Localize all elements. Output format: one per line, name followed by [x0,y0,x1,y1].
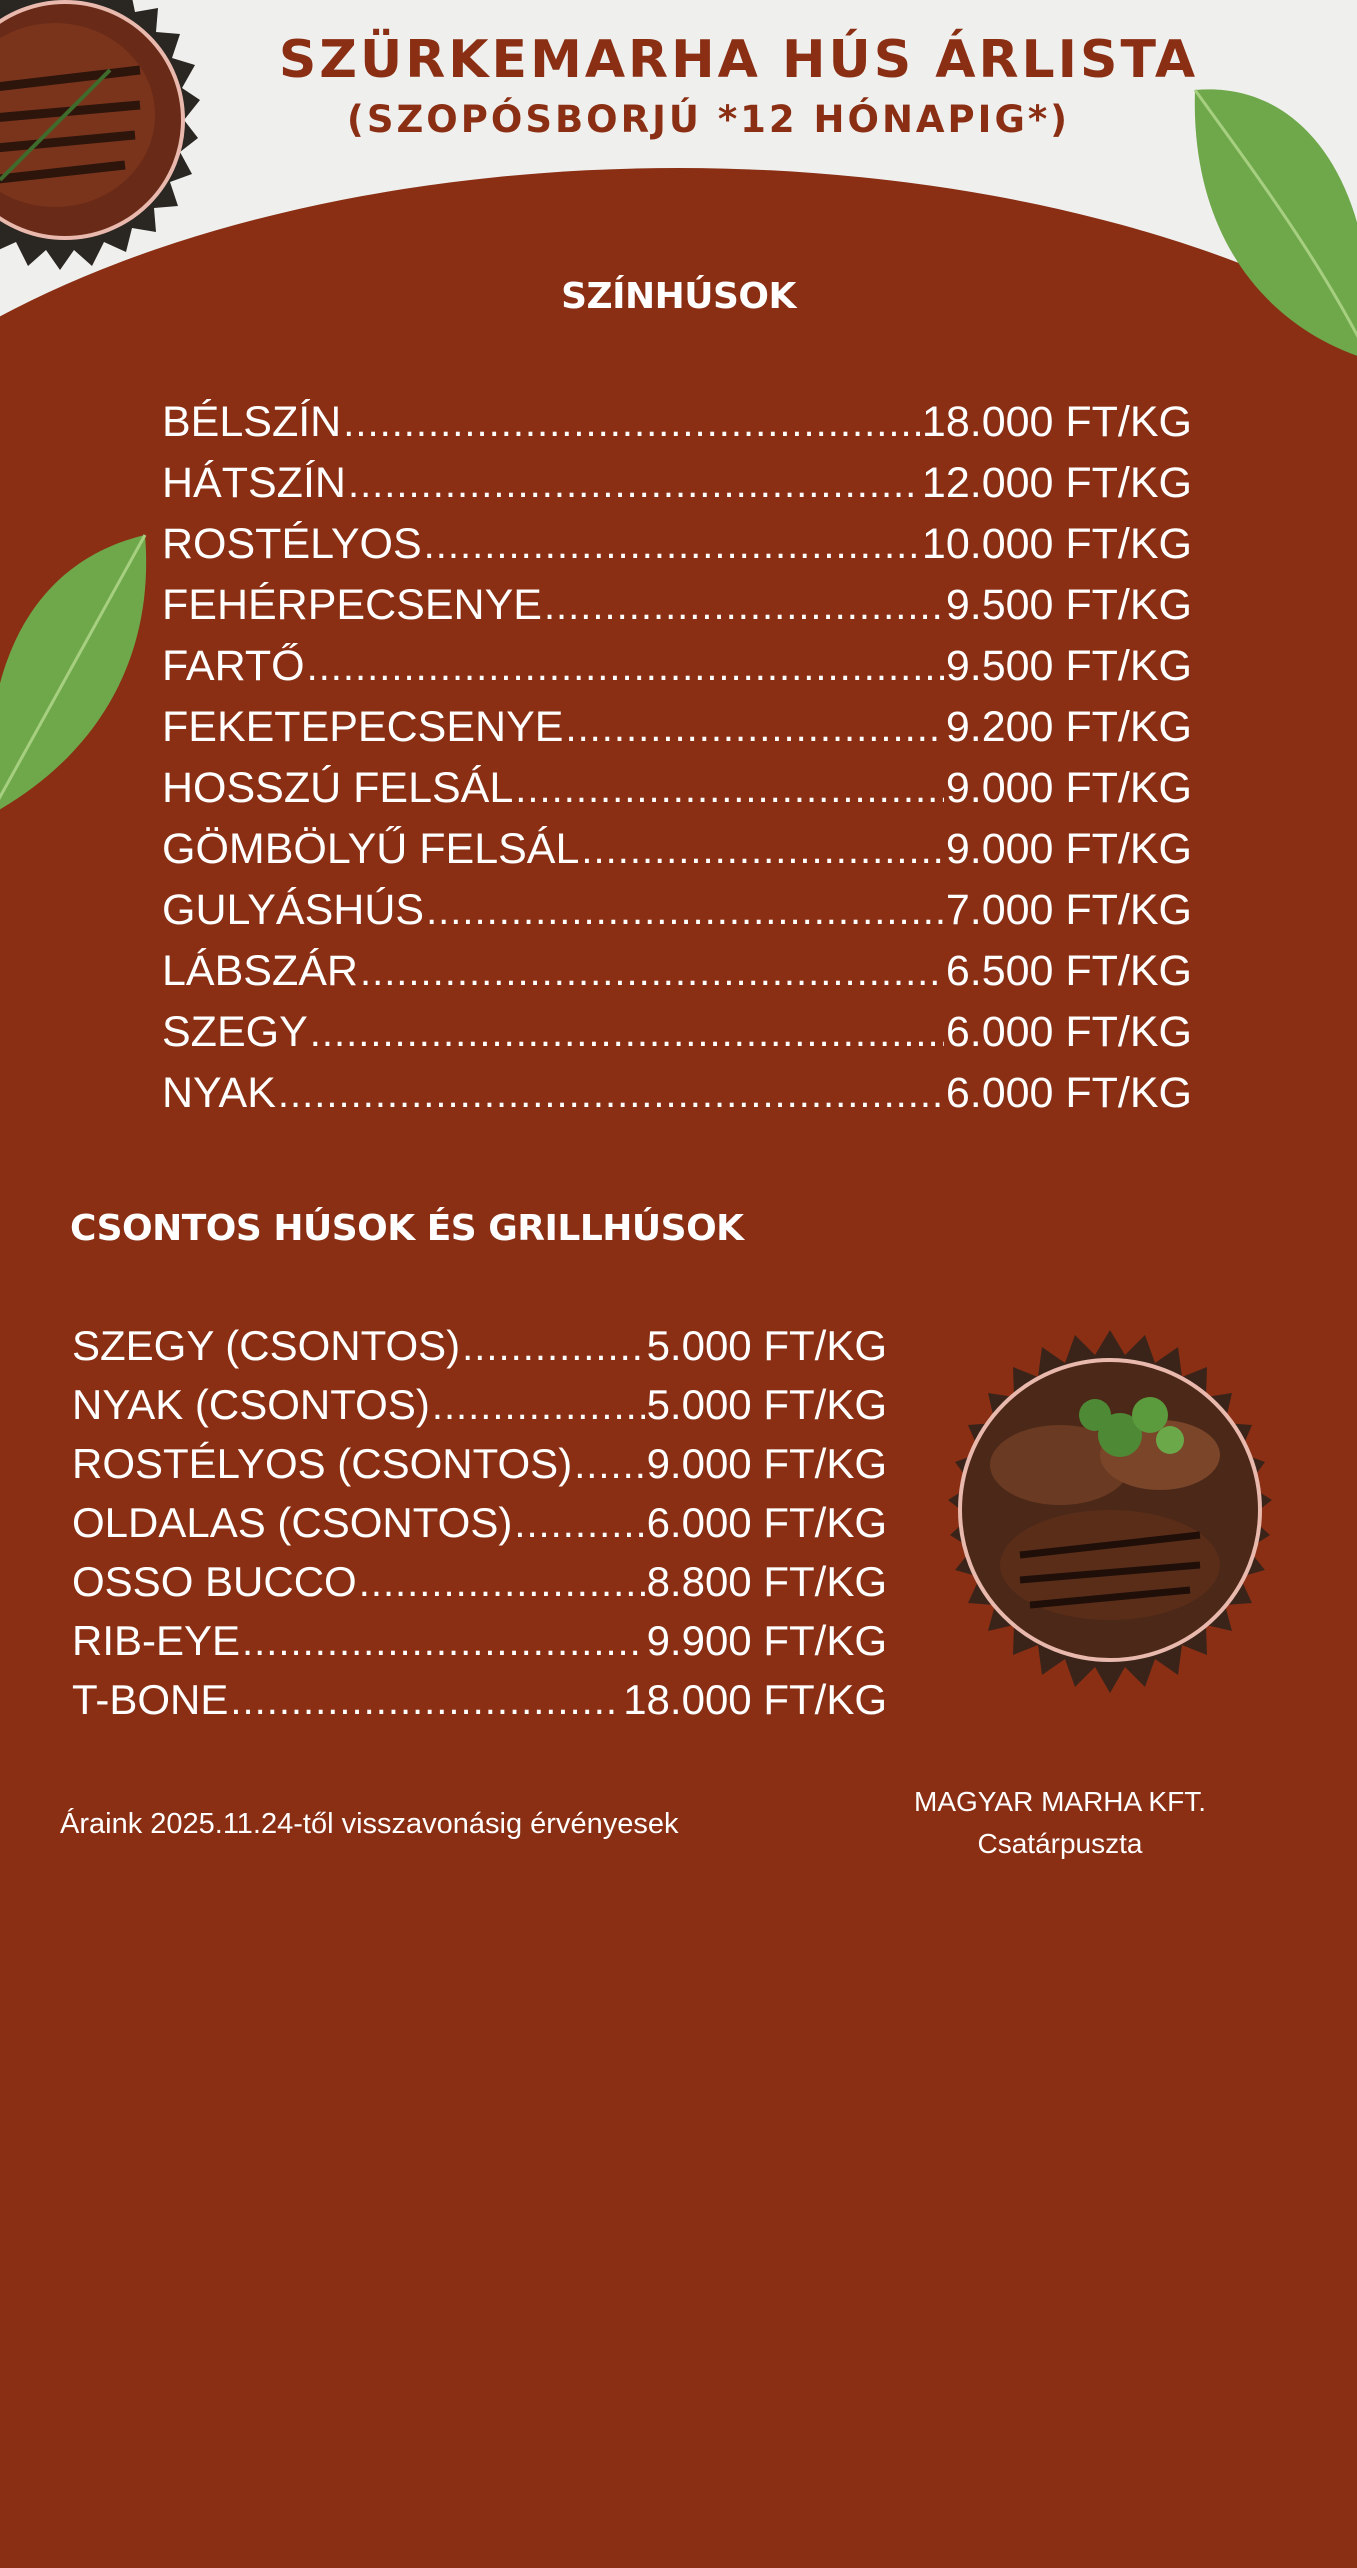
item-name: HOSSZÚ FELSÁL [162,764,514,812]
item-price: 6.000 FT/KG [945,1008,1192,1056]
dot-leader [230,1679,621,1724]
item-price: 6.000 FT/KG [945,1069,1192,1117]
item-price: 12.000 FT/KG [921,459,1192,507]
price-row [72,1381,887,1439]
price-row [162,459,1192,519]
item-name: GULYÁSHÚS [162,886,425,934]
item-price: 9.900 FT/KG [646,1617,887,1664]
item-price: 7.000 FT/KG [945,886,1192,934]
price-row [162,642,1192,702]
item-price: 5.000 FT/KG [646,1381,887,1428]
price-row [162,703,1192,763]
page-title: SZÜRKEMARHA HÚS ÁRLISTA [278,30,1199,90]
price-row [162,1069,1192,1129]
grilled-meat-image [910,1315,1310,1715]
item-price: 8.800 FT/KG [646,1558,887,1605]
dot-leader [424,523,920,568]
page-subtitle: (SZOPÓSBORJÚ *12 HÓNAPIG*) [346,98,1071,141]
dot-leader [348,462,920,507]
item-name: GÖMBÖLYŰ FELSÁL [162,825,580,873]
price-row [162,825,1192,885]
dot-leader [278,1072,944,1117]
item-name: NYAK (CSONTOS) [72,1381,430,1428]
dot-leader [514,1502,644,1547]
item-name: FEKETEPECSENYE [162,703,564,751]
company-location: Csatárpuszta [977,1828,1143,1859]
company-info [900,1786,1220,1870]
item-price: 18.000 FT/KG [921,398,1192,446]
item-name: ROSTÉLYOS (CSONTOS) [72,1440,573,1487]
section-heading-csontos-husok: CSONTOS HÚSOK ÉS GRILLHÚSOK [70,1208,744,1249]
item-name: BÉLSZÍN [162,398,342,446]
price-row [72,1440,887,1498]
item-name: ROSTÉLYOS [162,520,422,568]
price-row [72,1499,887,1557]
item-name: OSSO BUCCO [72,1558,357,1605]
item-price: 6.000 FT/KG [646,1499,887,1546]
item-name: T-BONE [72,1676,229,1723]
item-name: OLDALAS (CSONTOS) [72,1499,513,1546]
dot-leader [515,767,944,812]
dot-leader [574,1443,644,1488]
dot-leader [310,1011,944,1056]
price-row [162,398,1192,458]
item-price: 9.500 FT/KG [945,642,1192,690]
dot-leader [343,401,920,446]
price-row [72,1322,887,1380]
price-row [162,520,1192,580]
dot-leader [432,1384,645,1429]
item-name: HÁTSZÍN [162,459,346,507]
item-price: 9.500 FT/KG [945,581,1192,629]
dot-leader [462,1325,644,1370]
item-name: LÁBSZÁR [162,947,358,995]
price-row [72,1617,887,1675]
item-name: SZEGY (CSONTOS) [72,1322,461,1369]
price-row [162,581,1192,641]
price-row [162,886,1192,946]
dot-leader [565,706,943,751]
price-row [162,1008,1192,1068]
item-price: 9.200 FT/KG [945,703,1192,751]
item-price: 9.000 FT/KG [945,764,1192,812]
item-price: 18.000 FT/KG [623,1676,887,1723]
validity-note: Áraink 2025.11.24-től visszavonásig érvényesek [60,1808,679,1840]
dot-leader [426,889,944,934]
price-row [162,947,1192,1007]
item-name: FARTŐ [162,642,305,690]
price-row [72,1676,887,1734]
dot-leader [360,950,944,995]
item-price: 9.000 FT/KG [945,825,1192,873]
item-name: SZEGY [162,1008,308,1056]
dot-leader [359,1561,645,1606]
section-heading-szinhusok: SZÍNHÚSOK [561,276,796,317]
dot-leader [581,828,943,873]
item-name: FEHÉRPECSENYE [162,581,542,629]
dot-leader [544,584,944,629]
item-price: 6.500 FT/KG [945,947,1192,995]
item-name: NYAK [162,1069,276,1117]
price-row [162,764,1192,824]
dot-leader [242,1620,645,1665]
item-name: RIB-EYE [72,1617,241,1664]
leaf-icon [0,525,160,825]
company-name: MAGYAR MARHA KFT. [914,1786,1206,1817]
dot-leader [307,645,944,690]
price-row [72,1558,887,1616]
item-price: 10.000 FT/KG [921,520,1192,568]
item-price: 5.000 FT/KG [646,1322,887,1369]
item-price: 9.000 FT/KG [646,1440,887,1487]
